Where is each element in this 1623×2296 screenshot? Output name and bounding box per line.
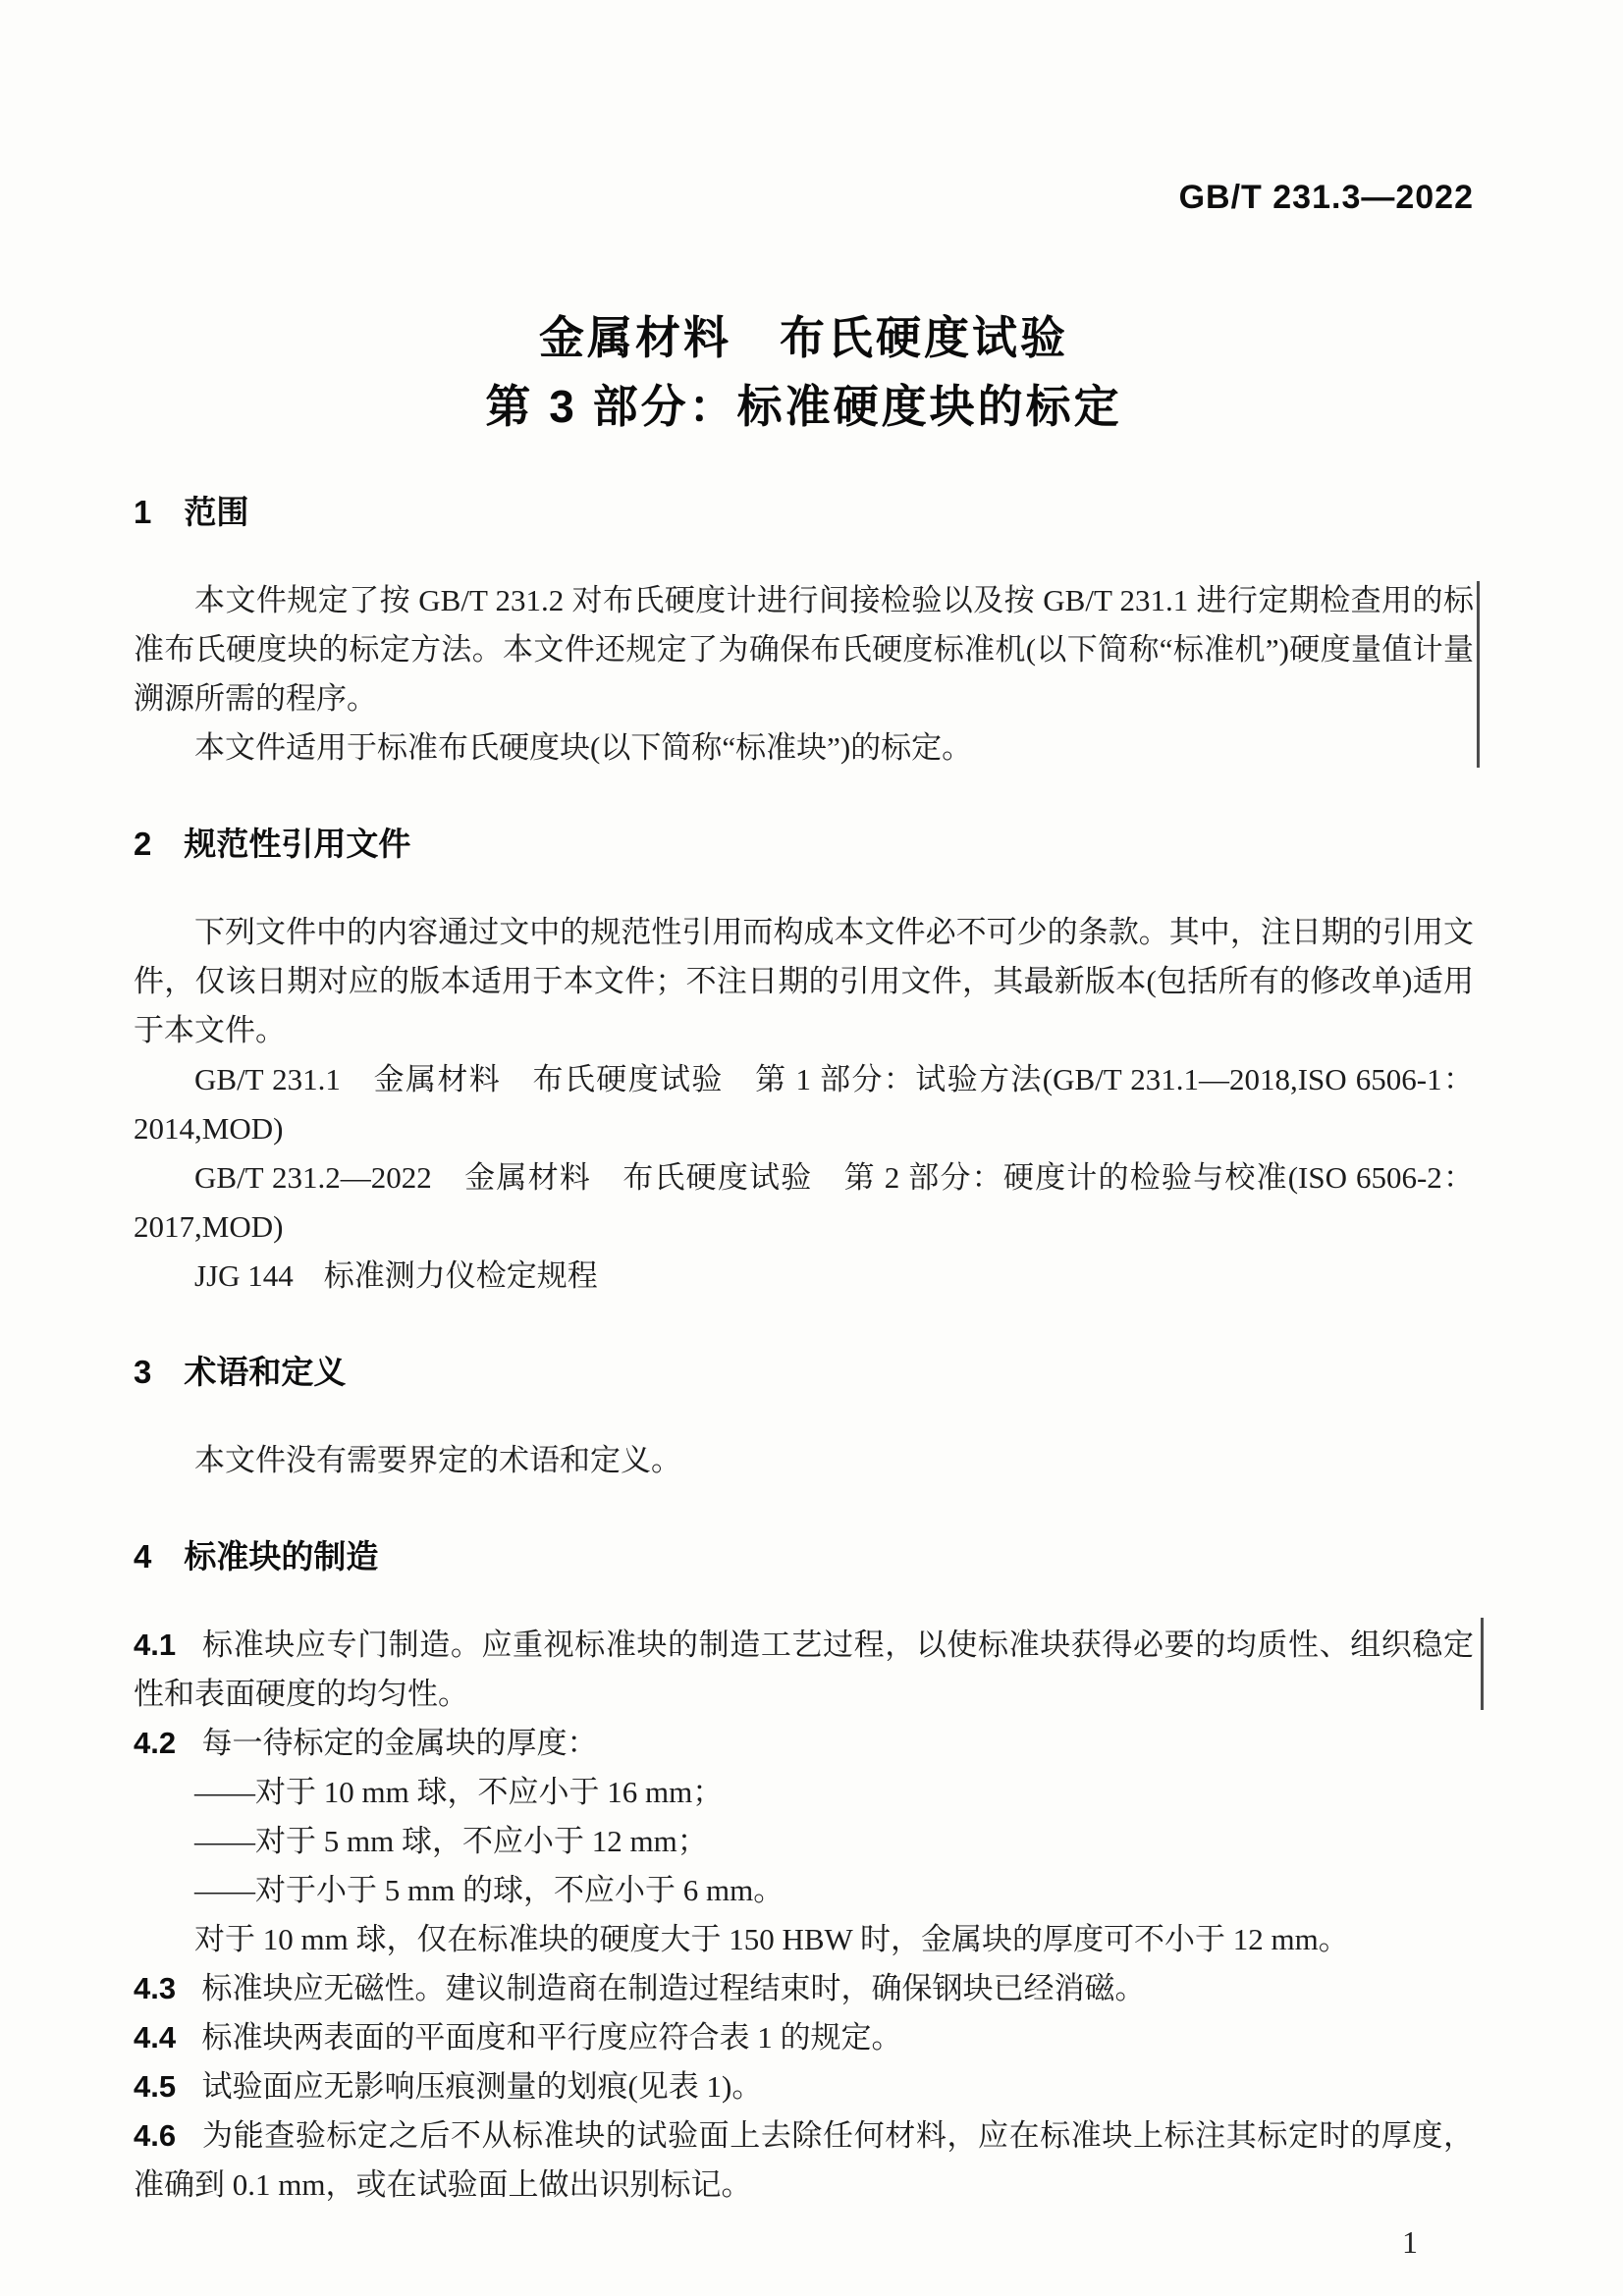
revision-change-bar [1477, 581, 1480, 768]
clause-4-3-number: 4.3 [134, 1971, 177, 2005]
section-1-heading [134, 492, 1474, 533]
clause-4-2-item-3: ——对于小于 5 mm 的球，不应小于 6 mm。 [194, 1873, 784, 1907]
clause-4-2-number: 4.2 [134, 1726, 177, 1760]
reference-3: JJG 144 标准测力仪检定规程 [194, 1258, 598, 1293]
page-number: 1 [1402, 2224, 1418, 2260]
section-1-paragraph-2: 本文件适用于标准布氏硬度块(以下简称“标准块”)的标定。 [194, 730, 973, 765]
clause-4-6-number: 4.6 [134, 2118, 177, 2153]
section-3-heading [134, 1352, 1474, 1393]
clause-4-3-text: 标准块应无磁性。建议制造商在制造过程结束时，确保钢块已经消磁。 [201, 1971, 1146, 2005]
section-1-paragraph-1: 本文件规定了按 GB/T 231.2 对布氏硬度计进行间接检验以及按 GB/T 231.1 进行定期检查用的标准布氏硬度块的标定方法。本文件还规定了为确保布氏硬度标准机(以下简称“标准机”)硬度量值计量溯源所需的程序。 [134, 583, 1474, 716]
clause-4-1-text: 标准块应专门制造。应重视标准块的制造工艺过程，以使标准块获得必要的均质性、组织稳定性和表面硬度的均匀性。 [134, 1628, 1474, 1711]
section-3-paragraph-1: 本文件没有需要界定的术语和定义。 [194, 1443, 681, 1477]
clause-4-2-note: 对于 10 mm 球，仅在标准块的硬度大于 150 HBW 时，金属块的厚度可不小于 12 mm。 [194, 1922, 1349, 1956]
section-2-heading [134, 824, 1474, 865]
clause-4-2-item-1: ——对于 10 mm 球，不应小于 16 mm； [194, 1775, 724, 1809]
document-title [134, 303, 1474, 441]
title-line-1: 金属材料 布氏硬度试验 [539, 312, 1068, 363]
section-2-paragraph-1: 下列文件中的内容通过文中的规范性引用而构成本文件必不可少的条款。其中，注日期的引用文件，仅该日期对应的版本适用于本文件；不注日期的引用文件，其最新版本(包括所有的修改单)适用于本文件。 [134, 915, 1474, 1047]
section-3-title: 术语和定义 [184, 1354, 347, 1390]
revision-change-bar [1481, 1618, 1484, 1710]
section-2-number: 2 [134, 826, 152, 862]
clause-4-4 [134, 2013, 1474, 2062]
clause-4-2 [134, 1719, 1474, 1768]
section-1-number: 1 [134, 494, 152, 530]
reference-2: GB/T 231.2—2022 金属材料 布氏硬度试验 第 2 部分：硬度计的检验与校准(ISO 6506-2：2017,MOD) [134, 1160, 1474, 1244]
title-line-2: 第 3 部分：标准硬度块的标定 [485, 381, 1122, 432]
clause-4-5-number: 4.5 [134, 2069, 177, 2104]
reference-1: GB/T 231.1 金属材料 布氏硬度试验 第 1 部分：试验方法(GB/T 231.1—2018,ISO 6506-1：2014,MOD) [134, 1062, 1474, 1146]
clause-4-1-number: 4.1 [134, 1628, 177, 1662]
clause-4-4-text: 标准块两表面的平面度和平行度应符合表 1 的规定。 [201, 2020, 902, 2055]
clause-4-5-text: 试验面应无影响压痕测量的划痕(见表 1)。 [201, 2069, 763, 2104]
standard-number: GB/T 231.3—2022 [1178, 179, 1474, 216]
section-4-heading [134, 1536, 1474, 1577]
clause-4-4-number: 4.4 [134, 2020, 177, 2055]
clause-4-6-text: 为能查验标定之后不从标准块的试验面上去除任何材料，应在标准块上标注其标定时的厚度，准确到 0.1 mm，或在试验面上做出识别标记。 [134, 2118, 1474, 2202]
section-3-number: 3 [134, 1354, 152, 1390]
section-4-number: 4 [134, 1538, 152, 1575]
clause-4-1 [134, 1621, 1474, 1719]
clause-4-2-text: 每一待标定的金属块的厚度： [201, 1726, 598, 1760]
clause-4-6 [134, 2111, 1474, 2210]
clause-4-3 [134, 1964, 1474, 2013]
clause-4-5 [134, 2062, 1474, 2111]
section-2-title: 规范性引用文件 [184, 826, 411, 862]
clause-4-2-item-2: ——对于 5 mm 球，不应小于 12 mm； [194, 1824, 708, 1858]
section-1-title: 范围 [184, 494, 249, 530]
section-4-title: 标准块的制造 [184, 1538, 379, 1575]
